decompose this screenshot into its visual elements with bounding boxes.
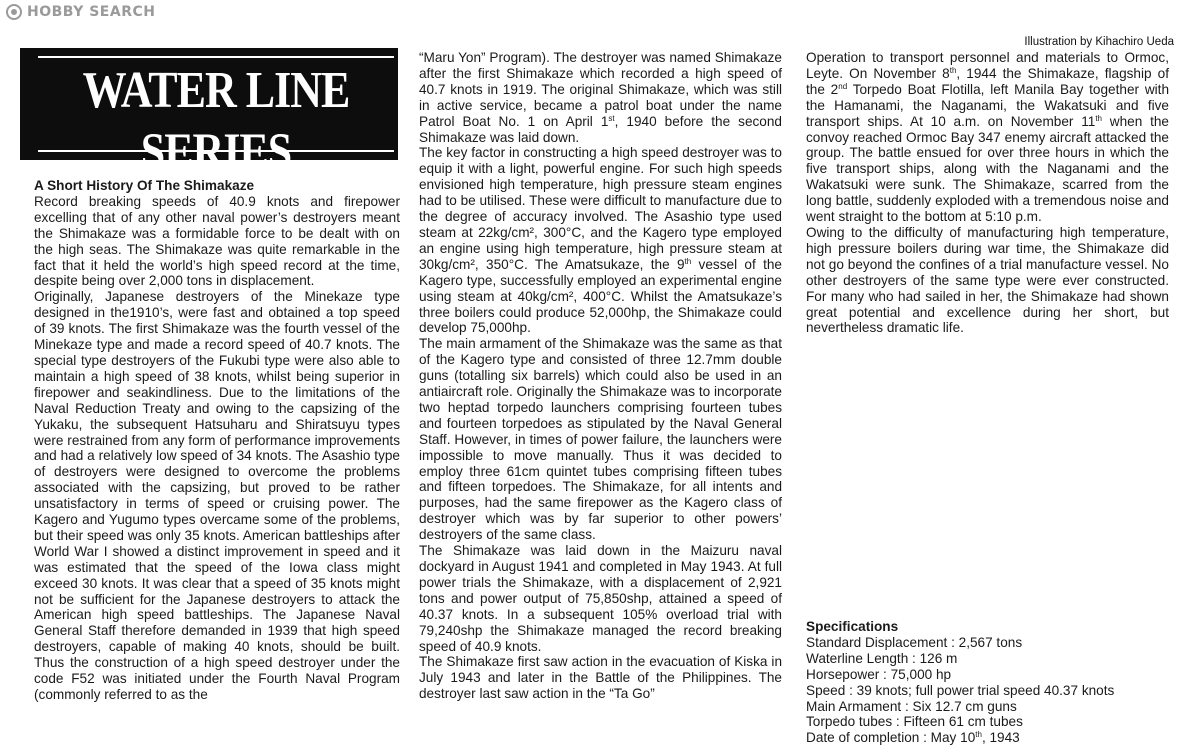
article-column-3 xyxy=(806,50,1169,336)
spec-item: Horsepower : 75,000 hp xyxy=(806,666,952,682)
article-paragraph: The key factor in constructing a high speed destroyer was to equip it with a light, powerful engine. For such high speeds envisioned high temperature, high pressure steam engines had to be utilised. These were difficult to manufacture due to the degree of accuracy involved. The Asashio type used steam at 22kg/cm², 300°C, and the Kagero type employed an engine using high temperature, high pressure steam at 30kg/cm², 350°C. The Amatsukaze, the 9th vessel of the Kagero type, successfully employed an experimental engine using steam at 40kg/cm², 400°C. Whilst the Amatsukaze’s three boilers could produce 52,000hp, the Shimakaze could develop 75,000hp. xyxy=(419,145,782,336)
article-column-2 xyxy=(419,50,782,702)
spec-item: Torpedo tubes : Fifteen 61 cm tubes xyxy=(806,714,1023,730)
spec-item: Standard Displacement : 2,567 tons xyxy=(806,634,1023,650)
article-paragraph: Originally, Japanese destroyers of the Minekaze type designed in the1910’s, were fast and obtained a top speed of 39 knots. The first Shimakaze was the fourth vessel of the Minekaze type and made a record speed of 40.7 knots. The special type destroyers of the Fukubi type were also able to maintain a high speed of 38 knots, whilst being superior in firepower and seakindliness. Due to the limitations of the Naval Reduction Treaty and owing to the capsizing of the Yukaku, the subsequent Hatsuharu and Shiratsuyu types were restrained from any form of performance improvements and had a relatively low speed of 34 knots. The Asashio type of destroyers were designed to overcome the problems associated with the capsizing, but proved to be rather unsatisfactory in terms of speed or cruising power. The Kagero and Yugumo types overcame some of the problems, but their speed was only 35 knots. American battleships after World War I showed a distinct improvement in speed and it was estimated that the speed of the Iowa class might exceed 30 knots. It was clear that a speed of 35 knots might not be sufficient for the Japanese destroyers to attack the American high speed battleships. The Japanese Naval General Staff therefore demanded in 1939 that high speed destroyers, capable of making 40 knots, should be built. Thus the construction of a high speed destroyer under the code F52 was initiated under the Fourth Naval Program (commonly referred to as the xyxy=(34,289,400,702)
series-banner xyxy=(20,48,398,181)
hobby-search-watermark xyxy=(6,4,155,20)
specifications-title: Specifications xyxy=(806,619,899,634)
spec-item: Date of completion : May 10th, 1943 xyxy=(806,730,1020,746)
spec-item: Waterline Length : 126 m xyxy=(806,650,958,666)
article-paragraph: The main armament of the Shimakaze was the same as that of the Kagero type and consisted of three 12.7mm double guns (totalling six barrels) which could also be used in an antiaircraft role. Originally the Shimakaze was to incorporate two heptad torpedo launchers comprising fourteen tubes and fourteen torpedoes as stipulated by the Naval General Staff. However, in times of power failure, the launchers were impossible to move manually. Thus it was decided to employ three 61cm quintet tubes comprising fifteen tubes and fifteen torpedoes. The Shimakaze, for all intents and purposes, had the same firepower as the Kagero class of destroyer which was by far superior to other powers’ destroyers of the same class. xyxy=(419,336,782,543)
hobby-search-logo-icon xyxy=(6,4,22,20)
illustration-credit: Illustration by Kihachiro Ueda xyxy=(1024,36,1174,48)
article-paragraph: Owing to the difficulty of manufacturing high temperature, high pressure boilers during war time, the Shimakaze did not go beyond the confines of a trial manufacture vessel. No other destroyers of the same type were ever constructed. For many who had sailed in her, the Shimakaze had shown great potential and excellence during her short, but nevertheless dramatic life. xyxy=(806,224,1169,336)
specifications-block xyxy=(806,619,1186,746)
article-heading: A Short History Of The Shimakaze xyxy=(34,178,255,193)
banner-title: WATER LINE SERIES xyxy=(82,61,350,181)
article-paragraph: Operation to transport personnel and materials to Ormoc, Leyte. On November 8th, 1944 the Shimakaze, flagship of the 2nd Torpedo Boat Flotilla, left Manila Bay together with the Hamanami, the Naganami, the Wakatsuki and five transport ships. At 10 a.m. on November 11th when the convoy reached Ormoc Bay 347 enemy aircraft attacked the group. The battle ensued for over three hours in which the five transport ships, along with the Naganami and the Wakatsuki were sunk. The Shimakaze, scarred from the long battle, suddenly exploded with a tremendous noise and went straight to the bottom at 5:10 p.m. xyxy=(806,50,1169,225)
article-paragraph: Record breaking speeds of 40.9 knots and firepower excelling that of any other naval power’s destroyers meant the Shimakaze was a formidable force to be dealt with on the high seas. The Shimakaze was quite remarkable in the fact that it held the world’s high speed record at the time, despite being over 2,000 tons in displacement. xyxy=(34,193,400,289)
article-column-1 xyxy=(34,178,400,703)
article-paragraph: “Maru Yon” Program). The destroyer was named Shimakaze after the first Shimakaze which recorded a high speed of 40.7 knots in 1919. The original Shimakaze, which was still in active service, became a patrol boat under the name Patrol Boat No. 1 on April 1st, 1940 before the second Shimakaze was laid down. xyxy=(419,50,782,145)
spec-item: Main Armament : Six 12.7 cm guns xyxy=(806,698,1017,714)
article-paragraph: The Shimakaze first saw action in the evacuation of Kiska in July 1943 and later in the Battle of the Philippines. The destroyer last saw action in the “Ta Go” xyxy=(419,654,782,702)
article-paragraph: The Shimakaze was laid down in the Maizuru naval dockyard in August 1941 and completed in May 1943. At full power trials the Shimakaze, with a displacement of 2,921 tons and power output of 75,850shp, attained a speed of 40.37 knots. In a subsequent 105% overload trial with 79,240shp the Shimakaze managed the record breaking speed of 40.9 knots. xyxy=(419,543,782,654)
watermark-brand: HOBBY SEARCH xyxy=(27,4,156,20)
spec-item: Speed : 39 knots; full power trial speed 40.37 knots xyxy=(806,682,1115,698)
